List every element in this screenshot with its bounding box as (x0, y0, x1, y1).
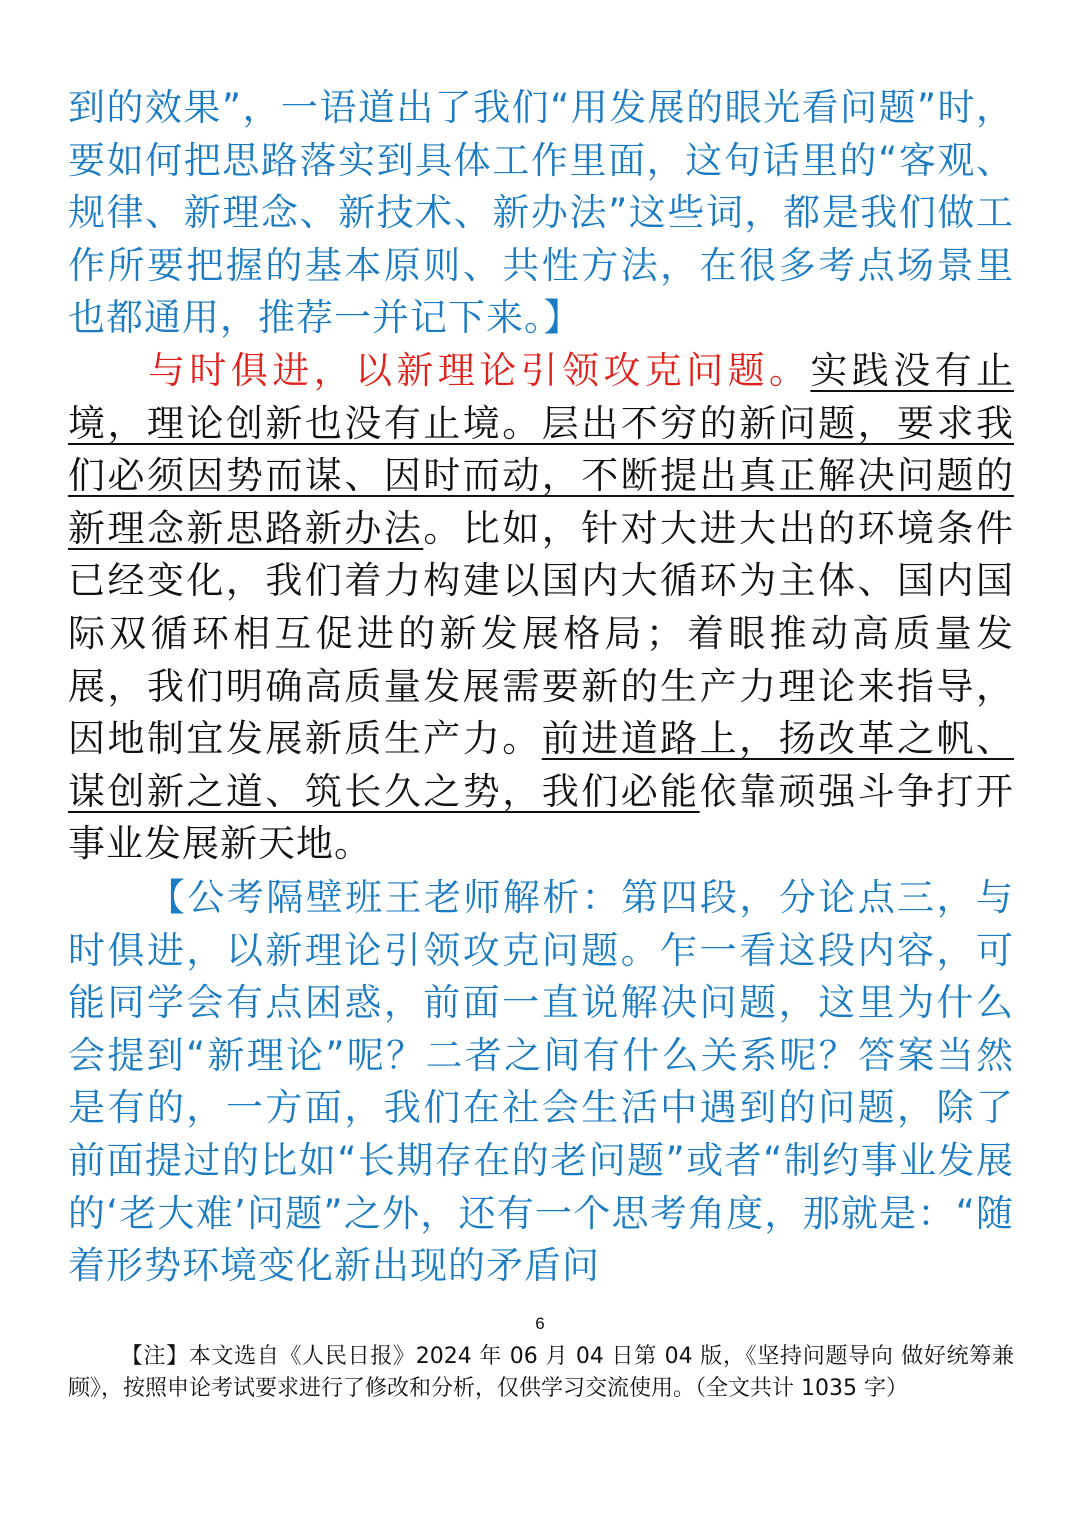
analysis-paragraph-continued: 到的效果”，一语道出了我们“用发展的眼光看问题”时，要如何把思路落实到具体工作里面，这句话里的“客观、规律、新理念、新技术、新办法”这些词，都是我们做工作所要把握的基本原则、共性方法，在很多考点场景里也都通用，推荐一并记下来。】 (68, 86, 1014, 340)
body-text: 依靠顽强斗争打开事业发展新天地。 (68, 769, 1015, 866)
main-paragraph (68, 345, 1014, 871)
body-text: 。比如，针对大进大出的环境条件已经变化，我们着力构建以国内大循环为主体、国内国际双循环相互促进的新发展格局；着眼推动高质量发展，我们明确高质量发展需要新的生产力理论来指导，因地制宜发展新质生产力。 (68, 506, 1015, 761)
analysis-paragraph: 【公考隔壁班王老师解析：第四段，分论点三，与时俱进，以新理论引领攻克问题。乍一看这段内容，可能同学会有点困惑，前面一直说解决问题，这里为什么会提到“新理论”呢？二者之间有什么关系呢？答案当然是有的，一方面，我们在社会生活中遇到的问题，除了前面提过的比如“长期存在的老问题”或者“制约事业发展的‘老大难’问题”之外，还有一个思考角度，那就是：“随着形势环境变化新出现的矛盾问 (68, 876, 1014, 1288)
underlined-key-sentence: 前进道路上，扬改革之帆、谋创新之道、筑长久之势，我们必能 (68, 717, 1015, 813)
underlined-key-sentence: 实践没有止境，理论创新也没有止境。层出不穷的新问题，要求我们必须因势而谋、因时而动，不断提出真正解决问题的新理念新思路新办法 (68, 349, 1015, 550)
page-number: 6 (535, 1314, 545, 1333)
footnote (68, 1341, 1014, 1405)
footnote-text: 【注】本文选自《人民日报》2024 年 06 月 04 日第 04 版，《坚持问题导向 做好统筹兼顾》，按照申论考试要求进行了修改和分析，仅供学习交流使用。（全文共计 1035 字） (68, 1344, 1014, 1401)
section-heading: 与时俱进，以新理论引领攻克问题。 (148, 349, 811, 392)
